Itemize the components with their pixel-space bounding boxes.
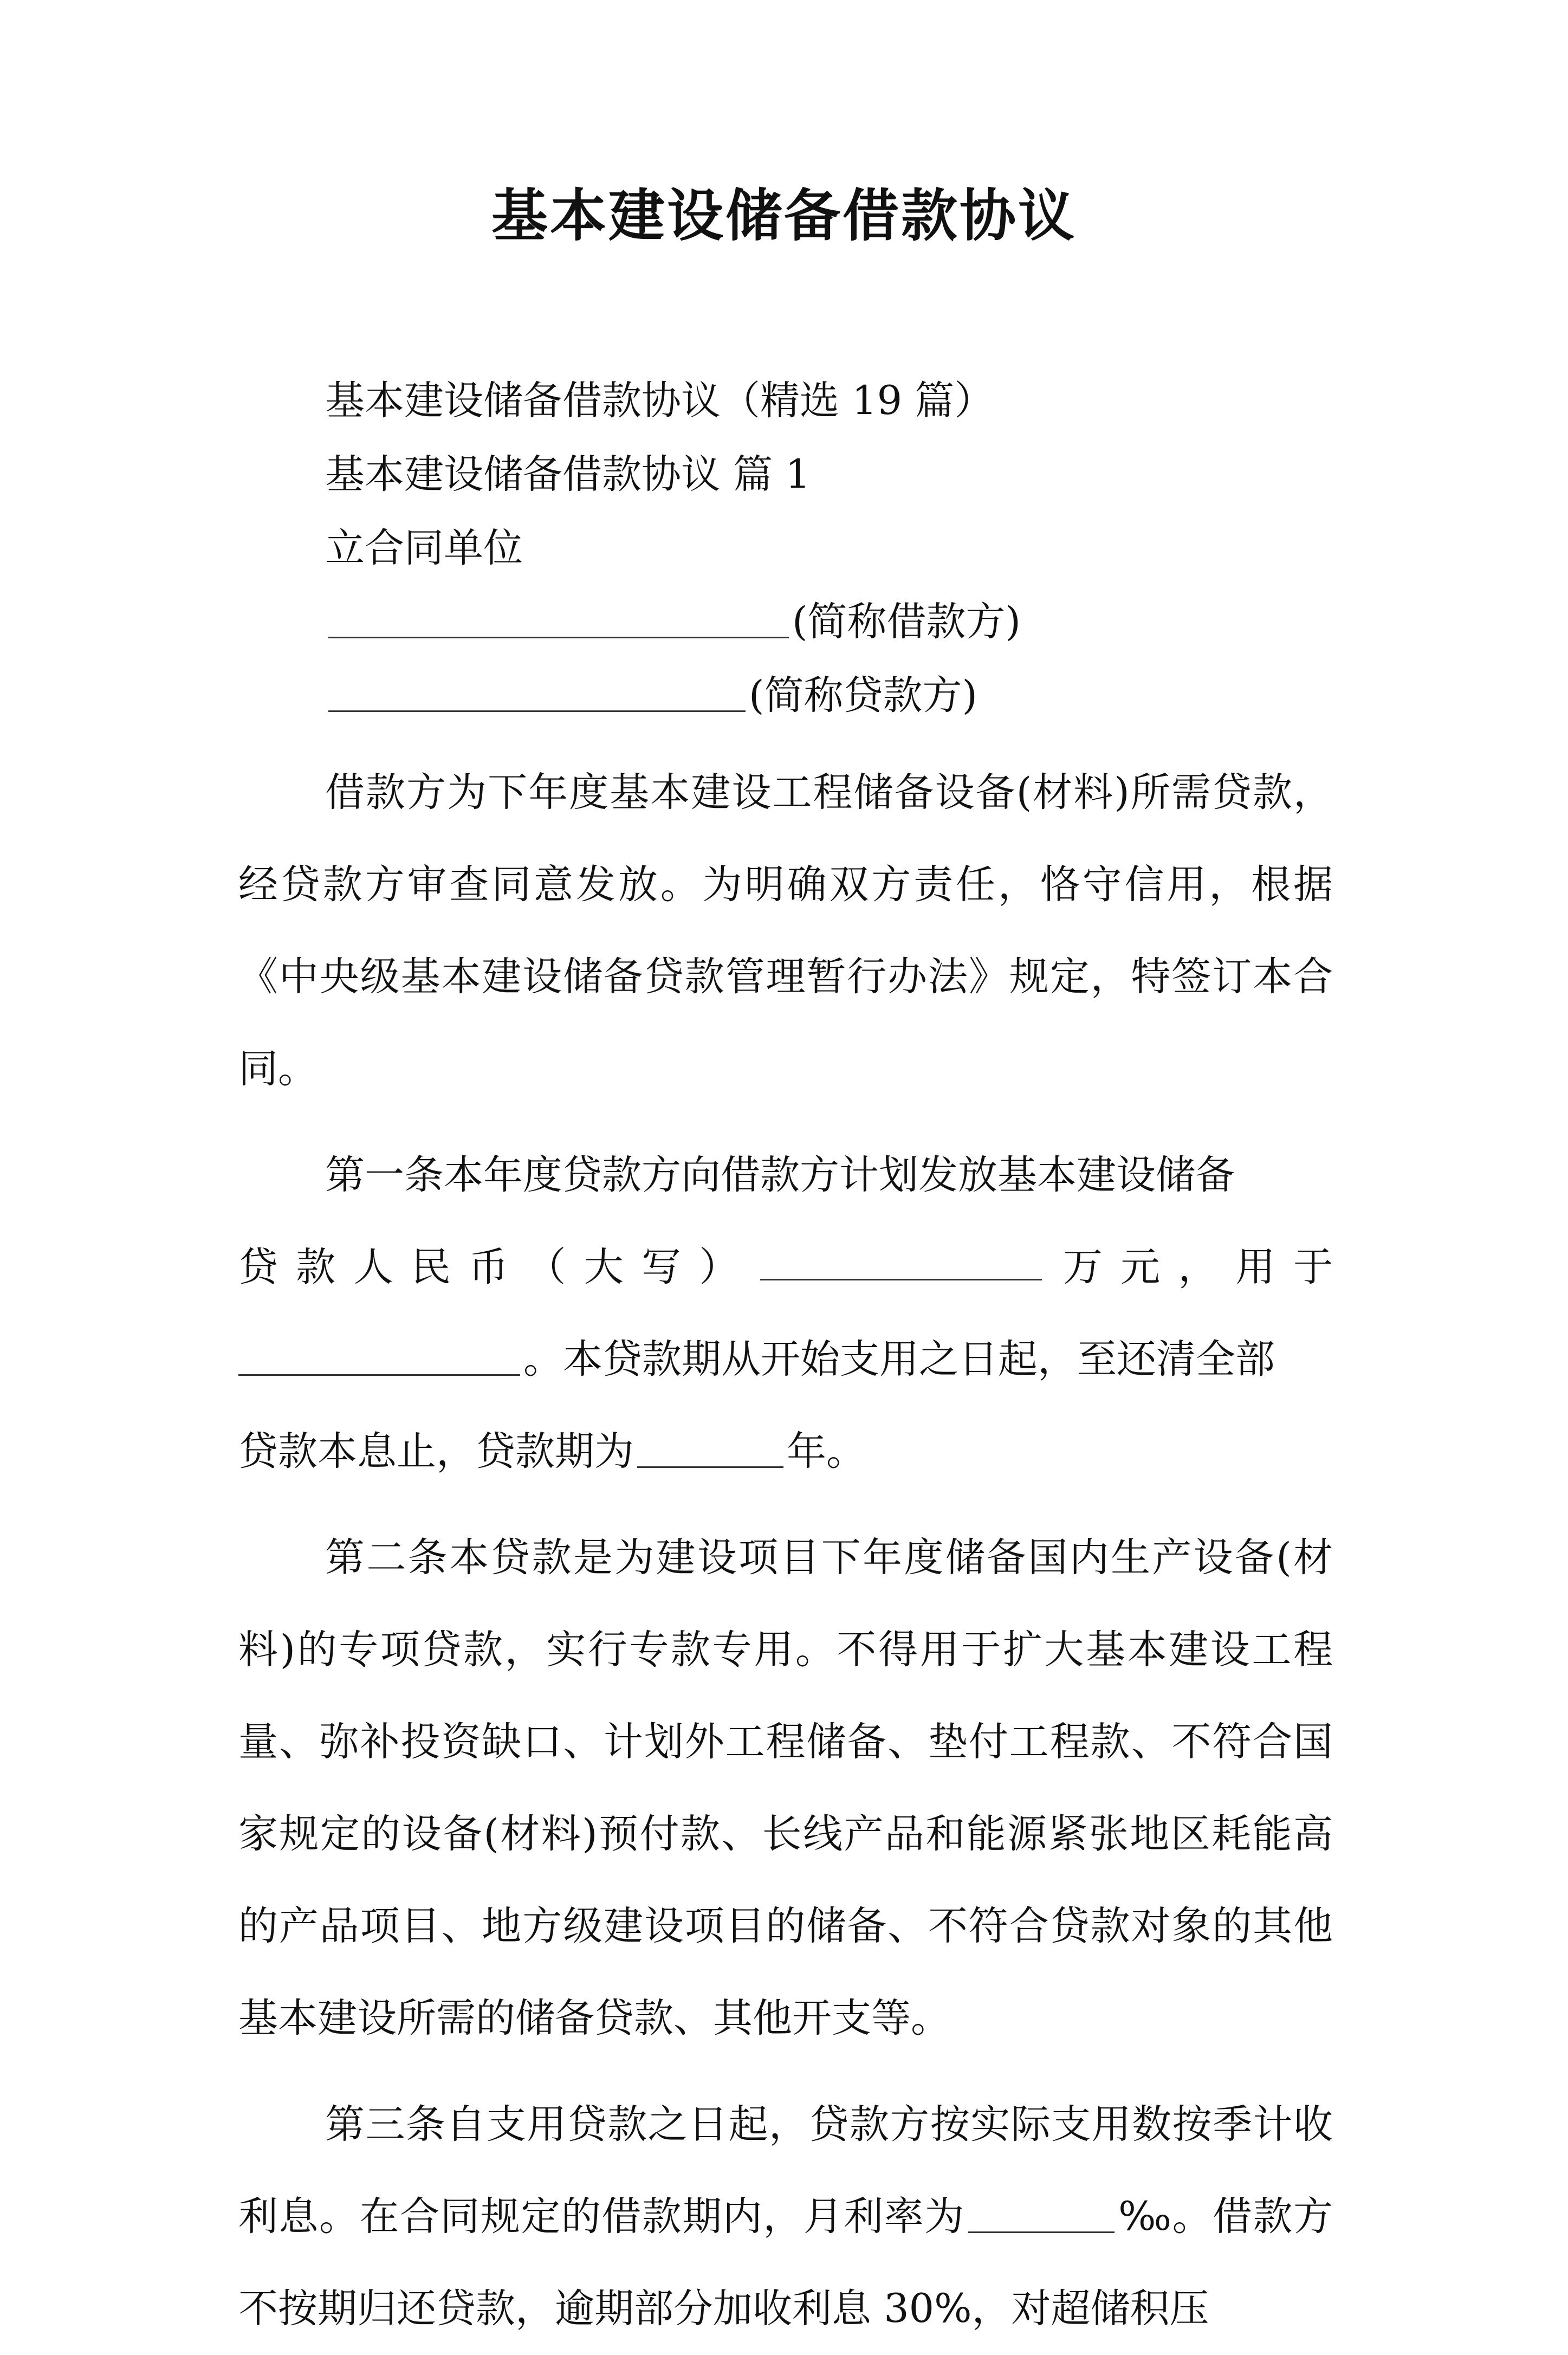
loan-purpose-blank: [238, 1342, 520, 1376]
article-1-char: 贷: [238, 1244, 278, 1290]
article-1-char: ）: [699, 1244, 739, 1290]
article-1-line-4-end: 年。: [787, 1428, 866, 1474]
article-1-char: （: [526, 1244, 566, 1290]
article-1-line-4: [238, 1406, 1333, 1498]
article-1-char: 款: [296, 1244, 336, 1290]
article-1-line-2: [238, 1221, 1333, 1314]
article-3-text-before: 第三条自支用贷款之日起，贷款方按实际支用数按季计收利息。在合同规定的借款期内，月利率为: [238, 2101, 1333, 2240]
document-title: 基本建设储备借款协议: [491, 182, 1077, 249]
party-label: 立合同单位: [325, 525, 523, 571]
lender-line: [238, 659, 1333, 733]
article-1-char: 民: [411, 1244, 451, 1290]
article-1-char: ，: [1178, 1244, 1218, 1290]
article-1-line-3-text: 。本贷款期从开始支用之日起，至还清全部: [523, 1336, 1275, 1382]
lender-suffix: (简称贷款方): [749, 672, 977, 719]
intro-paragraph: 借款方为下年度基本建设工程储备设备(材料)所需贷款，经贷款方审查同意发放。为明确双方责任，恪守信用，根据《中央级基本建设储备贷款管理暂行办法》规定，特签订本合同。: [238, 769, 1333, 1092]
article-1-char: 写: [641, 1244, 681, 1290]
article-1-char: 人: [353, 1244, 393, 1290]
article-2: 第二条本贷款是为建设项目下年度储备国内生产设备(材料)的专项贷款，实行专款专用。不得用于扩大基本建设工程量、弥补投资缺口、计划外工程储备、垫付工程款、不符合国家规定的设备(材料)预付款、长线产品和能源紧张地区耗能高的产品项目、地方级建设项目的储备、不符合贷款对象的其他基本建设所需的储备贷款、其他开支等。: [238, 1535, 1333, 2041]
subtitle: 基本建设储备借款协议（精选 19 篇）: [325, 378, 994, 424]
article-3: [238, 2079, 1333, 2355]
article-1-line-3: [238, 1314, 1333, 1406]
borrower-line: [238, 585, 1333, 659]
article-1-char: 元: [1120, 1244, 1161, 1290]
article-1: [238, 1129, 1333, 1498]
article-3-text-after: ‰。借款方不按期归还贷款，逾期部分加收利息 30%，对超储积压: [238, 2194, 1333, 2332]
document-body: [238, 364, 1333, 2355]
article-1-line-4-text: 贷款本息止，贷款期为: [238, 1428, 634, 1474]
lender-name-blank: [328, 678, 746, 712]
monthly-rate-blank: [968, 2199, 1115, 2233]
article-1-line-1: 第一条本年度贷款方向借款方计划发放基本建设储备: [325, 1152, 1235, 1198]
article-1-char: 于: [1293, 1244, 1333, 1290]
article-1-char: 大: [584, 1244, 624, 1290]
loan-amount-blank: [760, 1246, 1042, 1280]
section-heading: 基本建设储备借款协议 篇 1: [325, 451, 811, 497]
loan-term-blank: [637, 1434, 783, 1468]
article-1-char: 万: [1062, 1244, 1103, 1290]
borrower-suffix: (简称借款方): [792, 599, 1021, 645]
article-1-char: 币: [469, 1244, 509, 1290]
article-1-char: 用: [1235, 1244, 1275, 1290]
borrower-name-blank: [328, 604, 789, 638]
